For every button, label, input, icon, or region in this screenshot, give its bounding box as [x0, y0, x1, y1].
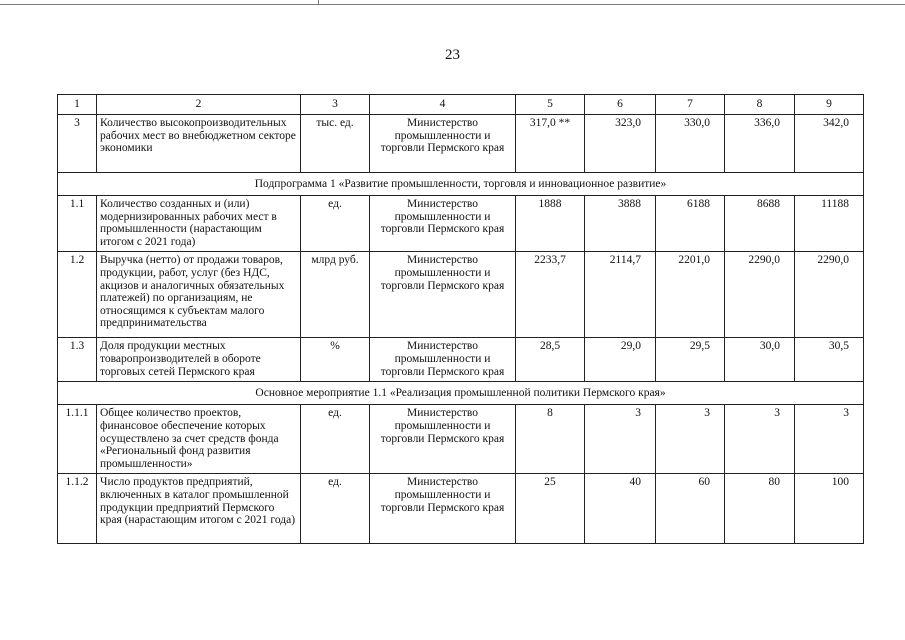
- value-cell: 2290,0: [795, 252, 864, 338]
- unit-cell: ед.: [301, 474, 370, 544]
- section-row: [58, 382, 864, 405]
- value-cell: 342,0: [795, 115, 864, 173]
- value-cell: 80: [725, 474, 795, 544]
- value-cell: 1888: [516, 196, 585, 252]
- unit-cell: %: [301, 338, 370, 382]
- table-row: [58, 115, 864, 173]
- table-row: [58, 474, 864, 544]
- indicator-name: Выручка (нетто) от продажи товаров, продукции, работ, услуг (без НДС, акцизов и аналогичных обязательных платежей) по организациям, не относящимся к субъектам малого предпринимательства: [97, 252, 301, 338]
- row-code: 1.1.1: [58, 405, 97, 474]
- value-cell: 317,0 **: [516, 115, 585, 173]
- unit-cell: ед.: [301, 196, 370, 252]
- subprogram-title: Подпрограмма 1 «Развитие промышленности, торговля и инновационное развитие»: [58, 173, 864, 196]
- responsible-cell: Министерство промышленности и торговли Пермского края: [370, 338, 516, 382]
- value-cell: 6188: [656, 196, 725, 252]
- column-number: 7: [656, 95, 725, 115]
- row-code: 1.1: [58, 196, 97, 252]
- value-cell: 2233,7: [516, 252, 585, 338]
- column-number: 1: [58, 95, 97, 115]
- indicator-name: Доля продукции местных товаропроизводителей в обороте торговых сетей Пермского края: [97, 338, 301, 382]
- value-cell: 3: [725, 405, 795, 474]
- value-cell: 8688: [725, 196, 795, 252]
- row-code: 3: [58, 115, 97, 173]
- column-number: 2: [97, 95, 301, 115]
- value-cell: 3: [656, 405, 725, 474]
- column-number: 9: [795, 95, 864, 115]
- value-cell: 2290,0: [725, 252, 795, 338]
- value-cell: 40: [585, 474, 656, 544]
- table-row: [58, 405, 864, 474]
- value-cell: 25: [516, 474, 585, 544]
- indicator-name: Общее количество проектов, финансовое обеспечение которых осуществлено за счет средств фонда «Региональный фонд развития промышленности»: [97, 405, 301, 474]
- value-cell: 330,0: [656, 115, 725, 173]
- column-number: 6: [585, 95, 656, 115]
- table-row: [58, 338, 864, 382]
- value-cell: 11188: [795, 196, 864, 252]
- responsible-cell: Министерство промышленности и торговли Пермского края: [370, 405, 516, 474]
- indicator-name: Число продуктов предприятий, включенных в каталог промышленной продукции предприятий Пермского края (нарастающим итогом с 2021 года): [97, 474, 301, 544]
- value-cell: 336,0: [725, 115, 795, 173]
- responsible-cell: Министерство промышленности и торговли Пермского края: [370, 115, 516, 173]
- value-cell: 8: [516, 405, 585, 474]
- value-cell: 2201,0: [656, 252, 725, 338]
- row-code: 1.1.2: [58, 474, 97, 544]
- value-cell: 3: [795, 405, 864, 474]
- responsible-cell: Министерство промышленности и торговли Пермского края: [370, 252, 516, 338]
- table-row: [58, 252, 864, 338]
- unit-cell: тыс. ед.: [301, 115, 370, 173]
- value-cell: 2114,7: [585, 252, 656, 338]
- row-code: 1.2: [58, 252, 97, 338]
- indicator-name: Количество созданных и (или) модернизированных рабочих мест в промышленности (нарастающим итогом с 2021 года): [97, 196, 301, 252]
- value-cell: 29,5: [656, 338, 725, 382]
- row-code: 1.3: [58, 338, 97, 382]
- value-cell: 100: [795, 474, 864, 544]
- unit-cell: ед.: [301, 405, 370, 474]
- value-cell: 28,5: [516, 338, 585, 382]
- column-number: 8: [725, 95, 795, 115]
- value-cell: 323,0: [585, 115, 656, 173]
- column-number-header-row: [58, 95, 864, 115]
- value-cell: 3: [585, 405, 656, 474]
- value-cell: 30,5: [795, 338, 864, 382]
- unit-cell: млрд руб.: [301, 252, 370, 338]
- scan-top-border: [0, 4, 905, 5]
- value-cell: 60: [656, 474, 725, 544]
- responsible-cell: Министерство промышленности и торговли Пермского края: [370, 474, 516, 544]
- indicators-table: [57, 94, 864, 544]
- section-row: [58, 173, 864, 196]
- column-number: 3: [301, 95, 370, 115]
- responsible-cell: Министерство промышленности и торговли Пермского края: [370, 196, 516, 252]
- value-cell: 29,0: [585, 338, 656, 382]
- value-cell: 30,0: [725, 338, 795, 382]
- main-activity-title: Основное мероприятие 1.1 «Реализация промышленной политики Пермского края»: [58, 382, 864, 405]
- indicator-name: Количество высокопроизводительных рабочих мест во внебюджетном секторе экономики: [97, 115, 301, 173]
- column-number: 5: [516, 95, 585, 115]
- column-number: 4: [370, 95, 516, 115]
- page-number: 23: [445, 47, 460, 63]
- table-row: [58, 196, 864, 252]
- scan-top-mark: [318, 0, 319, 5]
- value-cell: 3888: [585, 196, 656, 252]
